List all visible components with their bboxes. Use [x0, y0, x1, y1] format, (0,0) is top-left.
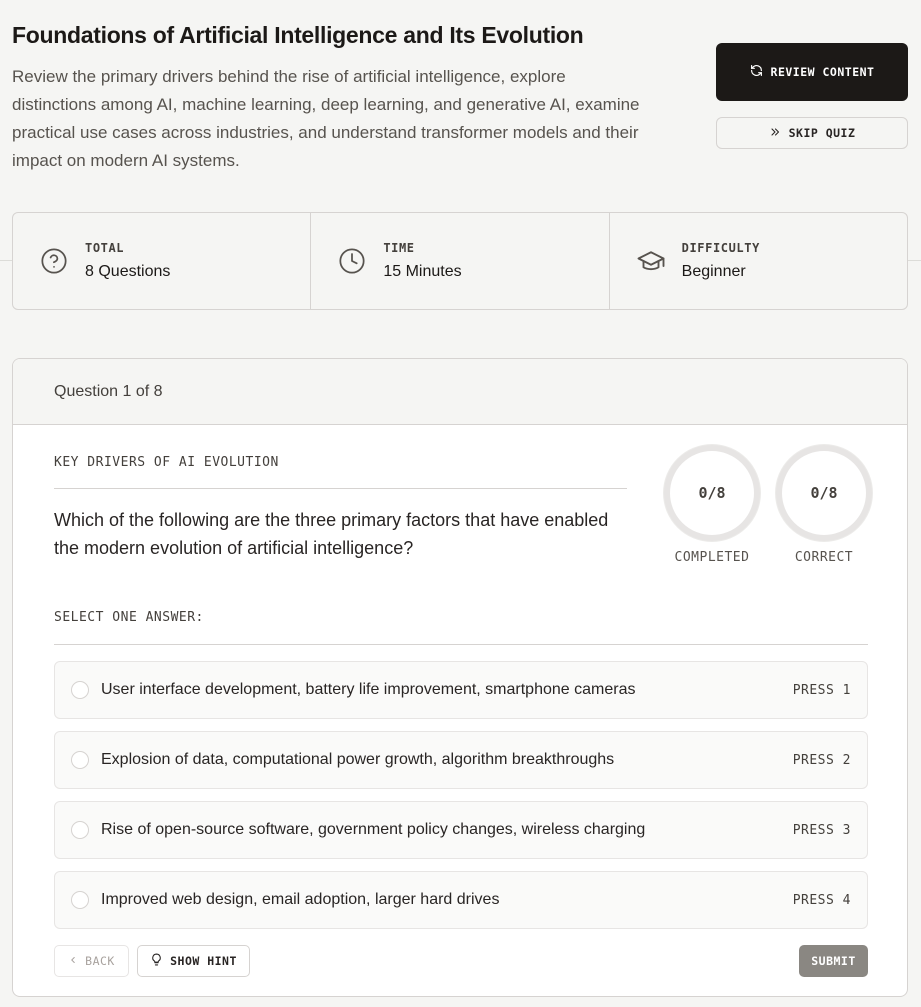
option-text: Explosion of data, computational power growth, algorithm breakthroughs — [101, 751, 615, 768]
stat-value: 15 Minutes — [383, 263, 462, 280]
select-divider — [54, 644, 868, 645]
stat-label: TOTAL — [85, 241, 125, 255]
skip-quiz-button[interactable] — [716, 117, 908, 149]
option-shortcut: PRESS 2 — [792, 752, 851, 768]
option-shortcut: PRESS 4 — [792, 892, 851, 908]
stat-difficulty — [609, 213, 907, 309]
page-description: Review the primary drivers behind the rise of artificial intelligence, explore distinctions among AI, machine learning, deep learning, and generative AI, examine practical use cases across industries, and understand transformer models and their impact on modern AI systems. — [12, 67, 640, 170]
lightbulb-icon — [150, 953, 163, 969]
page-title: Foundations of Artificial Intelligence and Its Evolution — [12, 22, 584, 48]
completed-label: COMPLETED — [674, 550, 750, 565]
submit-button[interactable]: SUBMIT — [799, 945, 868, 977]
skip-quiz-label: SKIP QUIZ — [788, 126, 856, 140]
show-hint-label: SHOW HINT — [170, 954, 237, 968]
back-button[interactable] — [54, 945, 129, 977]
option-shortcut: PRESS 3 — [792, 822, 851, 838]
correct-value: 0/8 — [810, 484, 838, 502]
review-content-button[interactable] — [716, 43, 908, 101]
question-card — [12, 358, 908, 997]
option-text: Rise of open-source software, government policy changes, wireless charging — [101, 821, 646, 838]
stat-label: DIFFICULTY — [681, 241, 760, 255]
question-circle-icon — [39, 246, 69, 276]
clock-icon — [337, 246, 367, 276]
review-content-label: REVIEW CONTENT — [770, 65, 875, 79]
refresh-icon — [750, 64, 763, 80]
radio-button[interactable] — [71, 681, 89, 699]
stat-value: 8 Questions — [85, 263, 171, 280]
question-counter: Question 1 of 8 — [13, 359, 907, 425]
radio-button[interactable] — [71, 891, 89, 909]
answer-option-2[interactable] — [54, 731, 868, 789]
double-chevron-right-icon — [769, 126, 781, 141]
show-hint-button[interactable] — [137, 945, 250, 977]
stat-time — [310, 213, 608, 309]
stat-label: TIME — [383, 241, 415, 255]
back-label: BACK — [85, 954, 115, 968]
completed-progress-ring — [664, 445, 760, 541]
page-header — [12, 22, 652, 175]
option-text: User interface development, battery life improvement, smartphone cameras — [101, 681, 636, 698]
stat-total — [13, 213, 310, 309]
answer-option-1[interactable] — [54, 661, 868, 719]
answer-option-3[interactable] — [54, 801, 868, 859]
chevron-left-icon — [68, 954, 78, 968]
question-topic: KEY DRIVERS OF AI EVOLUTION — [54, 455, 279, 470]
option-text: Improved web design, email adoption, larger hard drives — [101, 891, 500, 908]
select-answer-label: SELECT ONE ANSWER: — [54, 610, 204, 625]
question-text: Which of the following are the three primary factors that have enabled the modern evolution of artificial intelligence? — [54, 510, 609, 558]
radio-button[interactable] — [71, 821, 89, 839]
radio-button[interactable] — [71, 751, 89, 769]
option-shortcut: PRESS 1 — [792, 682, 851, 698]
completed-value: 0/8 — [698, 484, 726, 502]
topic-divider — [54, 488, 627, 489]
graduation-cap-icon — [636, 246, 666, 276]
quiz-stats — [12, 212, 908, 310]
answer-option-4[interactable] — [54, 871, 868, 929]
stat-value: Beginner — [681, 263, 746, 280]
correct-progress-ring — [776, 445, 872, 541]
correct-label: CORRECT — [794, 550, 854, 565]
